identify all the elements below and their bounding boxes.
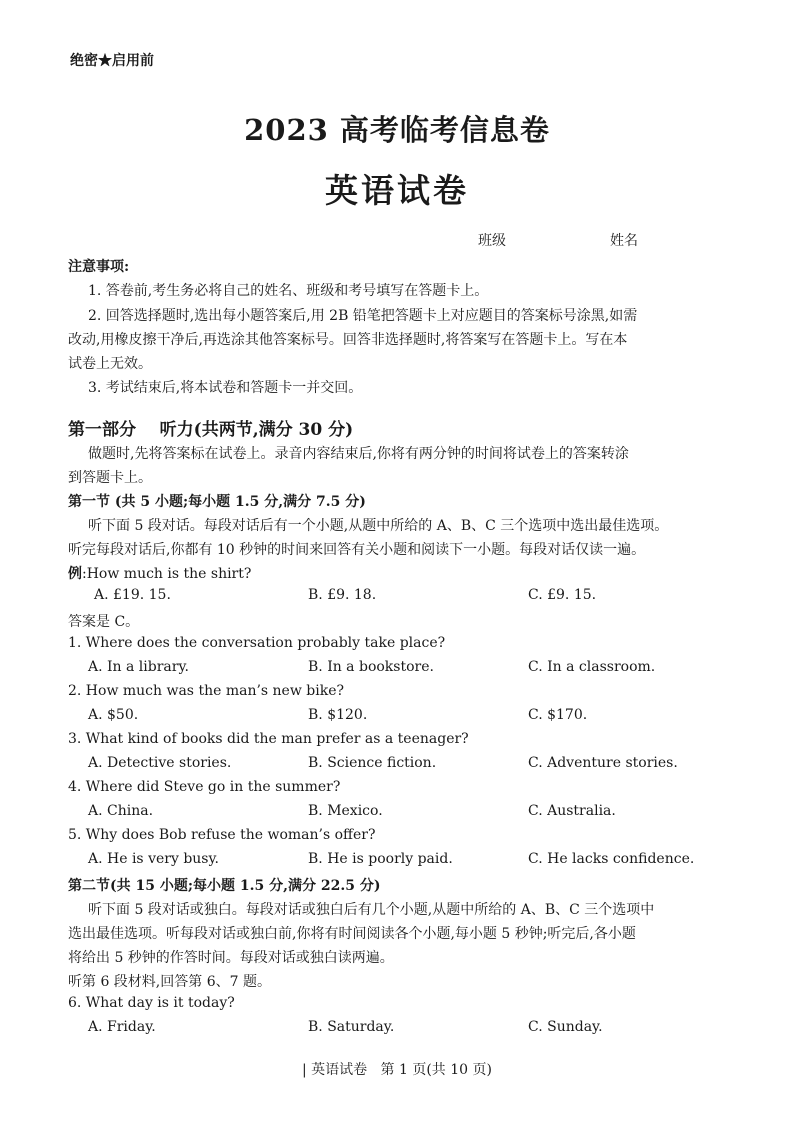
question-4-option-c: C. Australia. xyxy=(528,803,616,819)
part1-intro-line-1: 做题时,先将答案标在试卷上。录音内容结束后,你将有两分钟的时间将试卷上的答案转涂 xyxy=(88,446,629,462)
part1-intro-line-2: 到答题卡上。 xyxy=(68,470,152,486)
exam-subject: 英语试卷 xyxy=(325,171,469,210)
question-1-option-a: A. In a library. xyxy=(88,659,189,675)
example-option-b: B. £9. 18. xyxy=(308,587,377,603)
question-2-option-c: C. $170. xyxy=(528,707,588,723)
example-option-a: A. £19. 15. xyxy=(94,587,171,603)
notice-item-3: 3. 考试结束后,将本试卷和答题卡一并交回。 xyxy=(88,380,363,396)
notice-item-2-line-2: 改动,用橡皮擦干净后,再选涂其他答案标号。回答非选择题时,将答案写在答题卡上。写在本 xyxy=(68,332,628,348)
question-6-option-a: A. Friday. xyxy=(88,1019,156,1035)
question-5: 5. Why does Bob refuse the woman’s offer? xyxy=(68,827,376,843)
example-label: 例 xyxy=(68,566,82,582)
notice-heading: 注意事项: xyxy=(68,259,130,275)
question-5-option-a: A. He is very busy. xyxy=(88,851,219,867)
section2-material-note: 听第 6 段材料,回答第 6、7 题。 xyxy=(68,974,271,990)
question-2-option-a: A. $50. xyxy=(88,707,139,723)
question-3: 3. What kind of books did the man prefer as a teenager? xyxy=(68,731,469,747)
section1-instruction-line-1: 听下面 5 段对话。每段对话后有一个小题,从题中所给的 A、B、C 三个选项中选出最佳选项。 xyxy=(88,518,669,534)
section1-heading: 第一节 (共 5 小题;每小题 1.5 分,满分 7.5 分) xyxy=(68,494,366,510)
question-3-option-c: C. Adventure stories. xyxy=(528,755,678,771)
question-6-option-c: C. Sunday. xyxy=(528,1019,603,1035)
notice-item-2-line-1: 2. 回答选择题时,选出每小题答案后,用 2B 铅笔把答题卡上对应题目的答案标号涂黑,如需 xyxy=(88,308,638,324)
example-option-c: C. £9. 15. xyxy=(528,587,597,603)
example-question-text: :How much is the shirt? xyxy=(82,566,252,582)
example-question xyxy=(68,563,251,583)
question-3-option-b: B. Science fiction. xyxy=(308,755,437,771)
exam-title: 2023 高考临考信息卷 xyxy=(244,113,550,147)
question-6-option-b: B. Saturday. xyxy=(308,1019,395,1035)
section2-heading: 第二节(共 15 小题;每小题 1.5 分,满分 22.5 分) xyxy=(68,878,381,894)
question-1-option-c: C. In a classroom. xyxy=(528,659,656,675)
section1-instruction-line-2: 听完每段对话后,你都有 10 秒钟的时间来回答有关小题和阅读下一小题。每段对话仅读一遍。 xyxy=(68,542,646,558)
question-2: 2. How much was the man’s new bike? xyxy=(68,683,344,699)
question-1-option-b: B. In a bookstore. xyxy=(308,659,434,675)
question-6: 6. What day is it today? xyxy=(68,995,235,1011)
notice-item-2-line-3: 试卷上无效。 xyxy=(68,356,152,372)
section2-instruction-line-3: 将给出 5 秒钟的作答时间。每段对话或独白读两遍。 xyxy=(68,950,394,966)
question-4: 4. Where did Steve go in the summer? xyxy=(68,779,341,795)
example-answer: 答案是 C。 xyxy=(68,614,140,630)
notice-item-1: 1. 答卷前,考生务必将自己的姓名、班级和考号填写在答题卡上。 xyxy=(88,283,489,299)
question-2-option-b: B. $120. xyxy=(308,707,368,723)
section2-instruction-line-2: 选出最佳选项。听每段对话或独白前,你将有时间阅读各个小题,每小题 5 秒钟;听完后,各小题 xyxy=(68,926,636,942)
confidential-label: 绝密★启用前 xyxy=(70,53,154,69)
question-1: 1. Where does the conversation probably take place? xyxy=(68,635,446,651)
name-field-label: 姓名 xyxy=(610,233,638,249)
class-field-label: 班级 xyxy=(478,233,506,249)
question-3-option-a: A. Detective stories. xyxy=(88,755,232,771)
question-5-option-b: B. He is poorly paid. xyxy=(308,851,453,867)
section2-instruction-line-1: 听下面 5 段对话或独白。每段对话或独白后有几个小题,从题中所给的 A、B、C 三个选项中 xyxy=(88,902,655,918)
question-5-option-c: C. He lacks confidence. xyxy=(528,851,695,867)
question-4-option-a: A. China. xyxy=(88,803,154,819)
part1-heading: 第一部分 听力(共两节,满分 30 分) xyxy=(68,420,354,440)
page-footer: | 英语试卷 第 1 页(共 10 页) xyxy=(302,1062,492,1078)
question-4-option-b: B. Mexico. xyxy=(308,803,383,819)
